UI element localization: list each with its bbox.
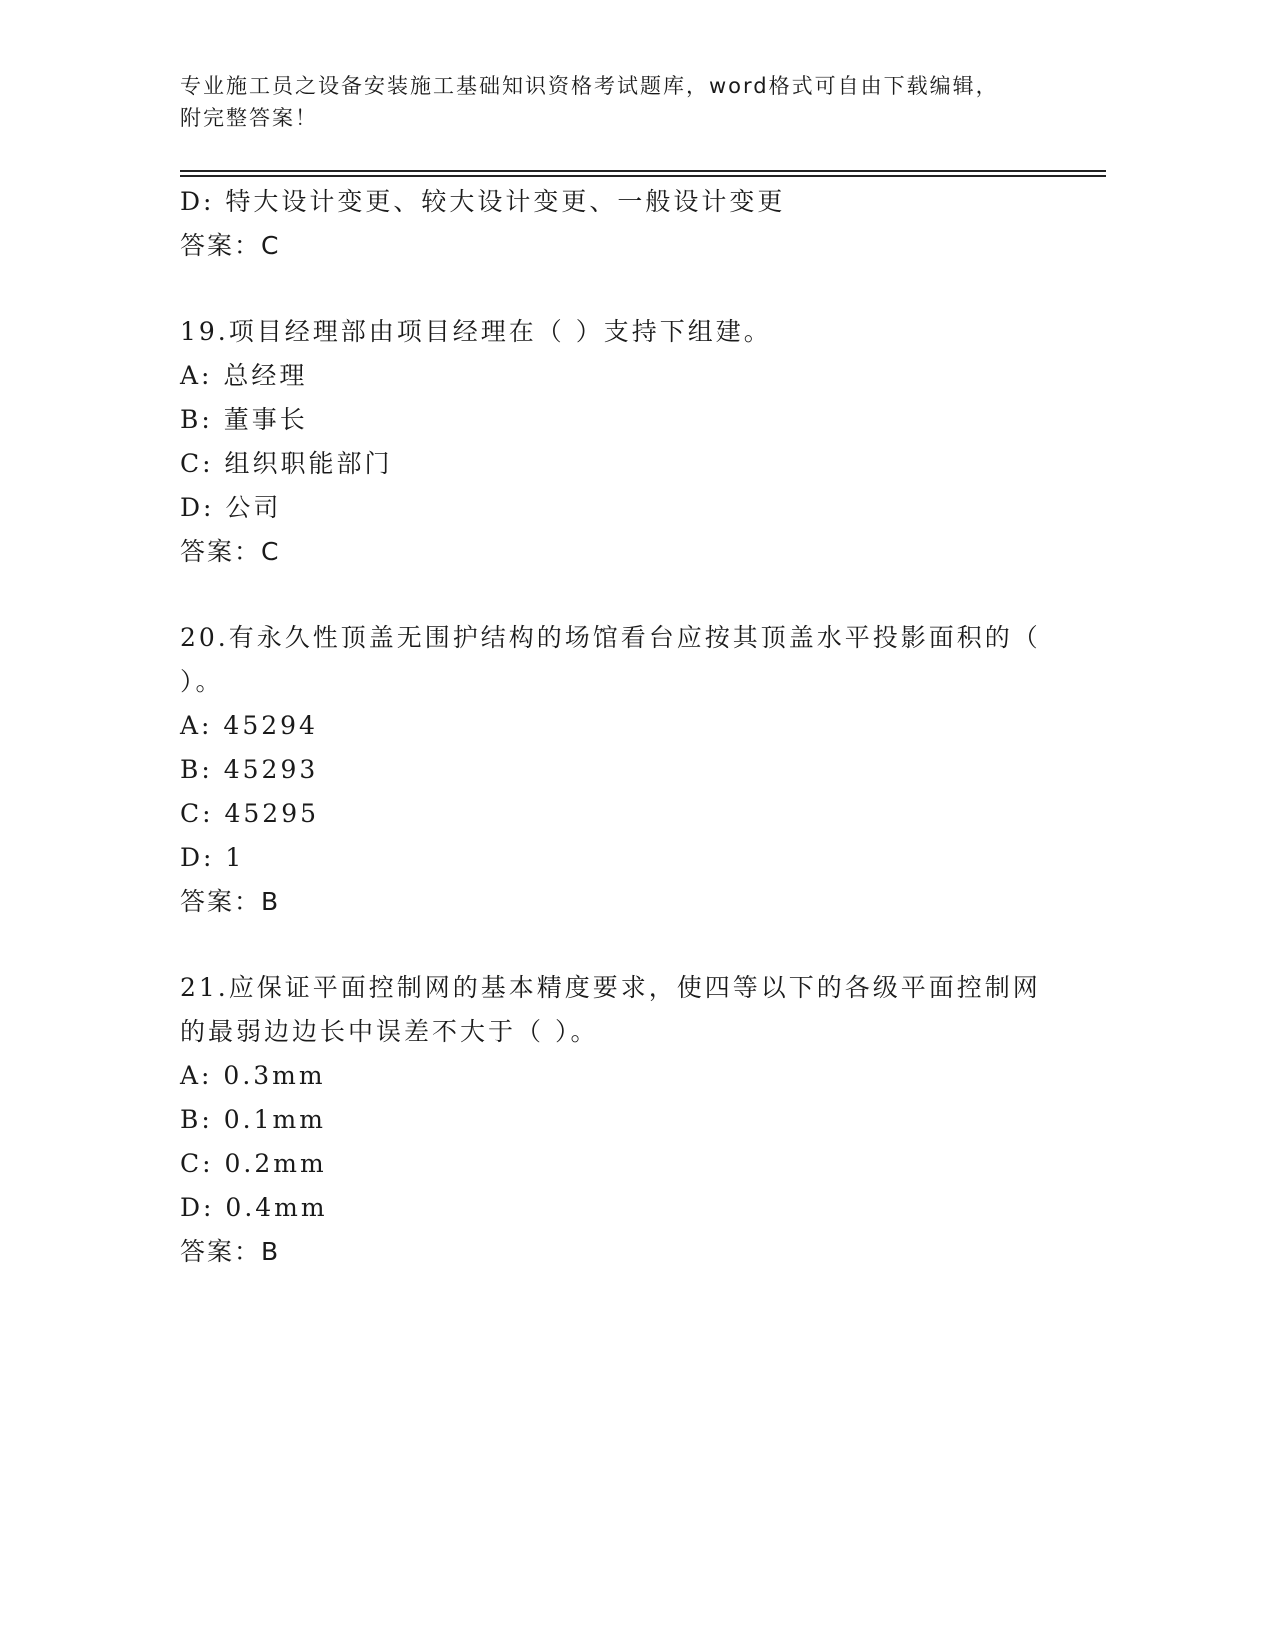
question-stem: 19.项目经理部由项目经理在（ ）支持下组建。	[180, 317, 772, 346]
question-20	[180, 616, 1040, 923]
header-line-2: 附完整答案！	[180, 106, 318, 130]
header-divider-top	[180, 170, 1106, 172]
option-a: A: 45294	[180, 711, 318, 740]
question-stem-line-1: 20.有永久性顶盖无围护结构的场馆看台应按其顶盖水平投影面积的（	[180, 623, 1041, 652]
question-21	[180, 966, 1040, 1273]
spacer	[180, 267, 1040, 310]
option-a: A: 总经理	[180, 361, 308, 390]
question-list	[180, 180, 1040, 1273]
question-stem-line-1: 21.应保证平面控制网的基本精度要求，使四等以下的各级平面控制网	[180, 973, 1041, 1002]
answer-line: 答案：C	[180, 537, 281, 566]
option-b: B: 45293	[180, 755, 319, 784]
question-stem-line-2: 的最弱边边长中误差不大于（ ）。	[180, 1017, 599, 1046]
prev-question-block	[180, 180, 1040, 267]
question-19	[180, 310, 1040, 573]
spacer	[180, 573, 1040, 616]
option-c: C: 0.2mm	[180, 1149, 327, 1178]
answer-line: 答案：B	[180, 887, 281, 916]
option-d: D: 0.4mm	[180, 1193, 328, 1222]
option-d: D: 1	[180, 843, 245, 872]
option-d: D: 公司	[180, 493, 282, 522]
option-b: B: 董事长	[180, 405, 308, 434]
option-c: C: 组织职能部门	[180, 449, 393, 478]
option-a: A: 0.3mm	[180, 1061, 326, 1090]
header-line-1: 专业施工员之设备安装施工基础知识资格考试题库，word格式可自由下载编辑，	[180, 74, 999, 98]
header-divider-bottom	[180, 175, 1106, 177]
spacer	[180, 923, 1040, 966]
answer-line: 答案：B	[180, 1237, 281, 1266]
option-c: C: 45295	[180, 799, 320, 828]
option-b: B: 0.1mm	[180, 1105, 326, 1134]
answer-line: 答案：C	[180, 231, 281, 260]
option-d: D: 特大设计变更、较大设计变更、一般设计变更	[180, 187, 786, 216]
question-stem-line-2: ）。	[180, 667, 224, 696]
document-header	[180, 70, 1080, 134]
